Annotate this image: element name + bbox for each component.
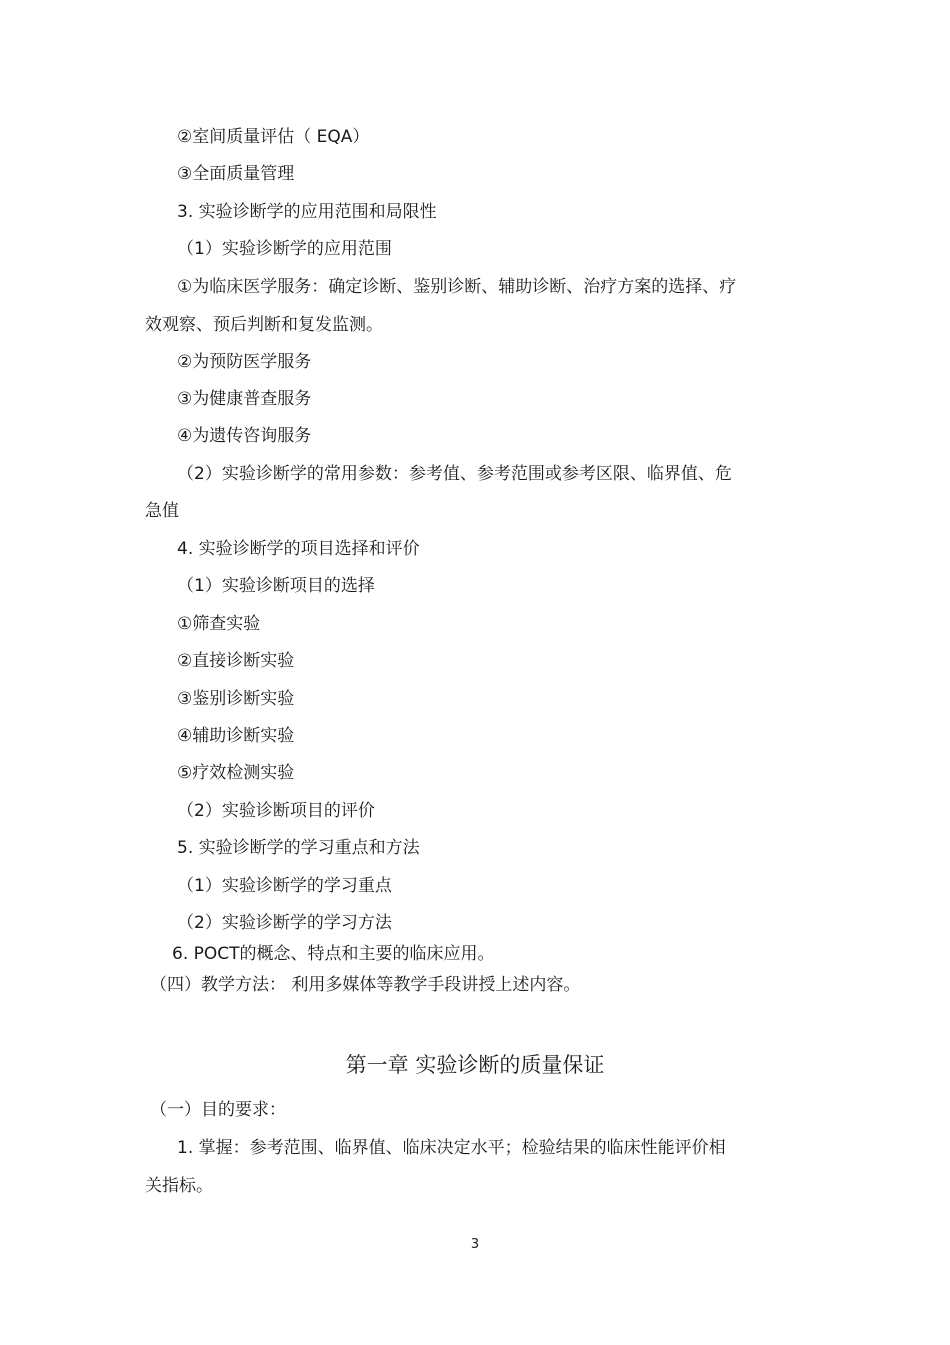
section-heading: 5. 实验诊断学的学习重点和方法 [177, 838, 420, 858]
subsection-heading: （1）实验诊断学的应用范围 [177, 239, 392, 259]
text-line: ①筛查实验 [177, 614, 261, 634]
teaching-method-line: （四）教学方法： 利用多媒体等教学手段讲授上述内容。 [150, 975, 581, 995]
text-line: 关指标。 [145, 1176, 213, 1196]
section-heading: 4. 实验诊断学的项目选择和评价 [177, 539, 420, 559]
chapter-title: 第一章 实验诊断的质量保证 [345, 1053, 605, 1077]
text-line: ⑤疗效检测实验 [177, 763, 295, 783]
text-line: ③鉴别诊断实验 [177, 689, 295, 709]
objectives-heading: （一）目的要求： [150, 1100, 286, 1120]
subsection-heading: （1）实验诊断项目的选择 [177, 576, 375, 596]
page-number: 3 [470, 1237, 480, 1252]
subsection-heading: （2）实验诊断学的常用参数：参考值、参考范围或参考区限、临界值、危 [177, 464, 732, 484]
text-line: 1. 掌握：参考范围、临界值、临床决定水平；检验结果的临床性能评价相 [177, 1138, 726, 1158]
text-line: ②为预防医学服务 [177, 352, 312, 372]
subsection-heading: （2）实验诊断项目的评价 [177, 801, 375, 821]
subsection-heading: （2）实验诊断学的学习方法 [177, 913, 392, 933]
text-line: ③为健康普查服务 [177, 389, 312, 409]
subsection-heading: （1）实验诊断学的学习重点 [177, 876, 392, 896]
text-line: ④辅助诊断实验 [177, 726, 295, 746]
text-line: ①为临床医学服务：确定诊断、鉴别诊断、辅助诊断、治疗方案的选择、疗 [177, 277, 737, 297]
text-line: 急值 [145, 501, 179, 521]
text-line: ②室间质量评估（ EQA） [177, 127, 370, 147]
section-heading: 3. 实验诊断学的应用范围和局限性 [177, 202, 437, 222]
text-line: ②直接诊断实验 [177, 651, 295, 671]
section-heading: 6. POCT的概念、特点和主要的临床应用。 [172, 944, 495, 964]
text-line: ③全面质量管理 [177, 164, 295, 184]
text-line: 效观察、预后判断和复发监测。 [145, 315, 383, 335]
text-line: ④为遗传咨询服务 [177, 426, 312, 446]
